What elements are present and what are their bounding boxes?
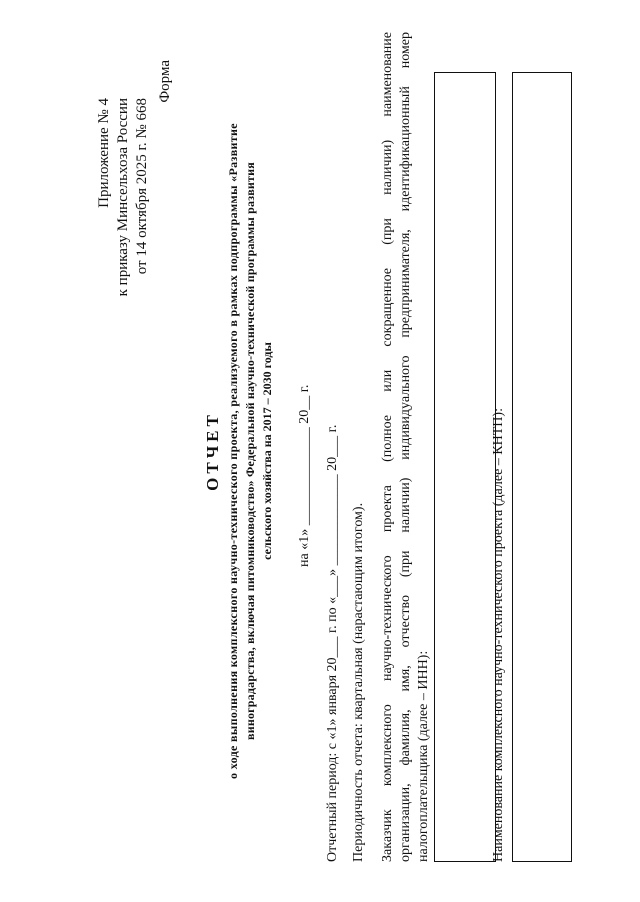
document-title: ОТЧЕТ [203, 411, 222, 491]
project-name-field-box [512, 72, 572, 862]
as-of-date-line: на «1» ______________ 20__ г. [297, 384, 312, 567]
subtitle-line-1: о ходе выполнения комплексного научно-технического проекта, реализуемого в рамках подпрограммы «Развитие [226, 123, 240, 779]
project-name-label: Наименование комплексного научно-технического проекта (далее – КНТП): [491, 408, 506, 862]
customer-field-box [434, 72, 496, 862]
annex-order-date: от 14 октября 2025 г. № 668 [134, 98, 150, 275]
annex-order-ref: к приказу Минсельхоза России [115, 98, 131, 297]
reporting-period-line: Отчетный период: с «1» января 20___ г. по «___» _____________ 20___ г. [325, 424, 340, 862]
annex-number: Приложение № 4 [96, 98, 112, 208]
periodicity-line: Периодичность отчета: квартальная (нарастающим итогом). [351, 502, 366, 862]
subtitle-line-3: сельского хозяйства на 2017 – 2030 годы [260, 342, 274, 560]
customer-label-line-2: организации, фамилия, имя, отчество (при наличии) индивидуального предпринимателя, идентификационный номер [398, 32, 413, 862]
customer-label-line-3: налогоплательщика (далее – ИНН): [416, 650, 431, 862]
customer-label-line-1: Заказчик комплексного научно-технического проекта (полное или сокращенное (при наличии) наименование [380, 32, 395, 862]
form-label: Форма [157, 60, 173, 103]
subtitle-line-2: виноградарства, включая питомниководство» Федеральной научно-технической программы развития [243, 162, 257, 740]
